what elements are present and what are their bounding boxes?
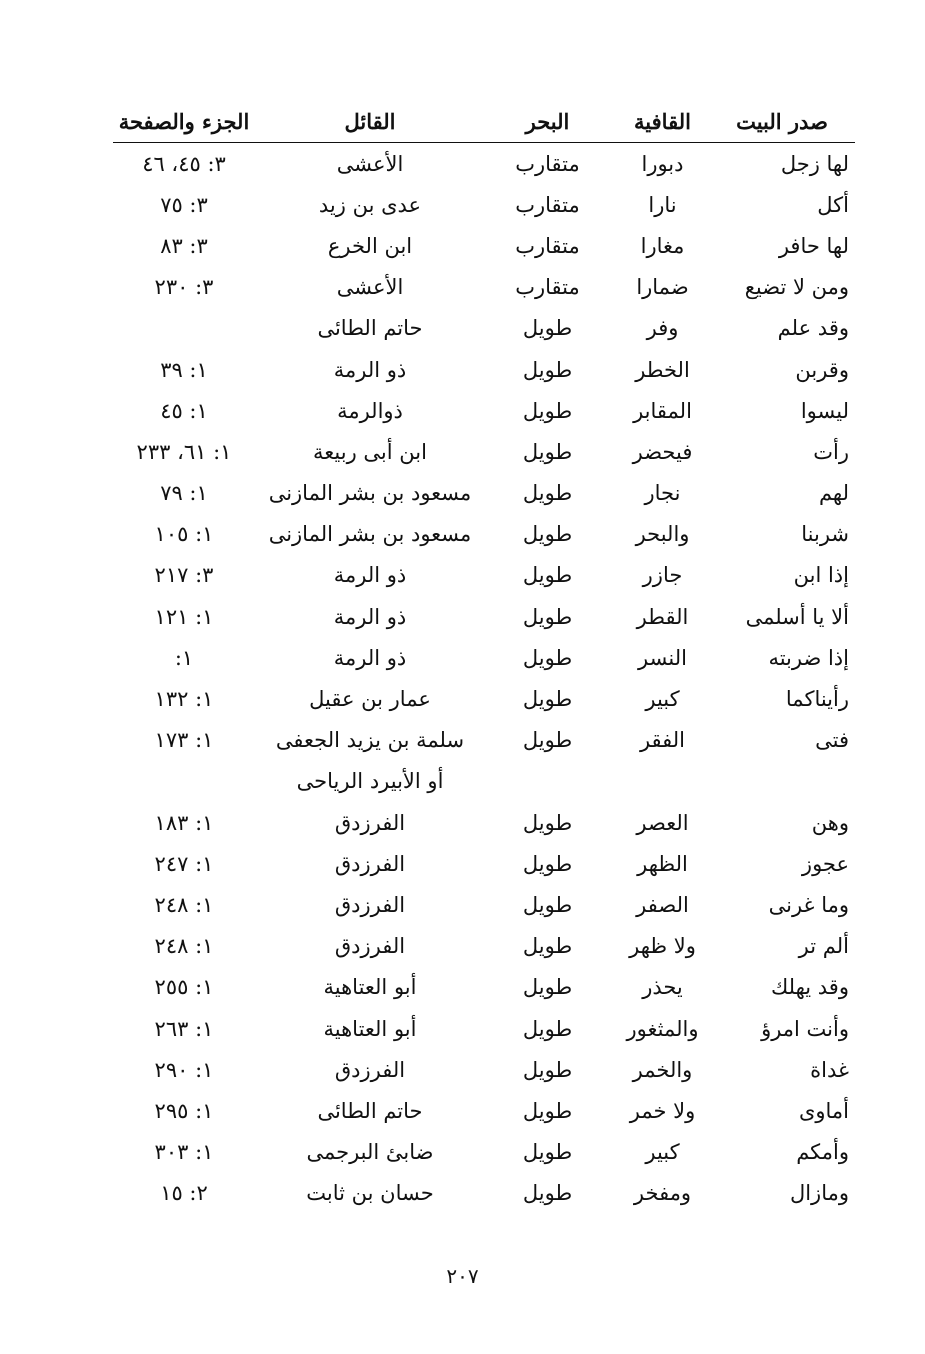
cell-verse-opening: وأمكم [796,1140,849,1165]
cell-poet: حسان بن ثابت [306,1181,434,1206]
cell-meter: طويل [522,1016,573,1041]
cell-volume-page: ١: ٢٥٥ [154,975,214,1000]
table-row [113,1049,855,1090]
cell-volume-page: ١: ٣٩ [160,357,208,382]
cell-poet: مسعود بن بشر المازنى [268,522,472,547]
cell-volume-page: ١: ١٧٣ [154,728,214,753]
cell-verse-opening: رأت [813,439,849,464]
cell-poet: أو الأبيرد الرياحى [296,769,444,794]
cell-verse-opening: وهن [811,810,849,835]
cell-meter: طويل [522,810,573,835]
cell-verse-opening: إذا ابن [793,563,849,588]
cell-poet: الفرزدق [334,892,406,917]
table-body [113,143,855,1214]
cell-verse-opening: لهم [818,481,849,506]
cell-verse-opening: ليسوا [800,398,849,423]
cell-meter: طويل [522,1098,573,1123]
cell-poet: ضابئ البرجمى [306,1140,434,1165]
table-row [113,596,855,637]
header-verse-opening: صدر البيت [715,100,855,143]
header-meter: البحر [485,100,610,143]
cell-poet: حاتم الطائى [317,316,423,341]
cell-verse-opening: عجوز [801,851,849,876]
table-row [113,678,855,719]
cell-poet: مسعود بن بشر المازنى [268,481,472,506]
cell-verse-opening: وقد علم [777,316,849,341]
cell-meter: طويل [522,892,573,917]
cell-rhyme: والبحر [635,522,690,547]
table-row [113,1008,855,1049]
table-row [113,390,855,431]
table-row [113,555,855,596]
cell-poet: الفرزدق [334,934,406,959]
cell-verse-opening: وقد يهلك [770,975,849,1000]
cell-poet: الأعشى [336,275,404,300]
table-row [113,720,855,761]
cell-rhyme: ولا ظهر [629,934,696,959]
table-row [113,637,855,678]
cell-meter: طويل [522,563,573,588]
cell-volume-page: ١: ١٠٥ [154,522,214,547]
cell-rhyme [610,761,715,802]
cell-verse-opening: وما غرنى [768,892,849,917]
cell-rhyme: الظهر [637,851,688,876]
cell-volume-page: ١: ٢٩٥ [154,1098,214,1123]
cell-volume-page: ١: ١٣٢ [154,687,214,712]
table-row [113,514,855,555]
table-row [113,1090,855,1131]
verse-index-table-wrapper [113,100,855,1214]
cell-verse-opening [715,761,855,802]
cell-poet: حاتم الطائى [317,1098,423,1123]
cell-poet: ذو الرمة [333,604,407,629]
page-number: ٢٠٧ [446,1264,479,1288]
cell-volume-page: ٣: ٤٥، ٤٦ [142,151,226,176]
cell-volume-page: ٣: ٢٣٠ [154,275,214,300]
cell-meter [485,761,610,802]
cell-poet: سلمة بن يزيد الجعفى [275,728,465,753]
cell-poet: أبو العتاهية [323,1016,417,1041]
cell-rhyme: ضمارا [636,275,689,300]
cell-verse-opening: لها زجل [780,151,849,176]
cell-volume-page: ١: ٣٠٣ [154,1140,214,1165]
cell-meter: طويل [522,316,573,341]
cell-volume-page: ٢: ١٥ [160,1181,208,1206]
cell-poet: ذوالرمة [337,398,403,423]
table-row [113,308,855,349]
cell-verse-opening: ومازال [789,1181,849,1206]
cell-meter: طويل [522,975,573,1000]
cell-rhyme: نارا [648,192,677,217]
cell-meter: طويل [522,934,573,959]
cell-rhyme: يحذر [642,975,683,1000]
table-row [113,761,855,802]
table-row [113,802,855,843]
cell-poet: الفرزدق [334,810,406,835]
cell-rhyme: النسر [638,645,687,670]
cell-verse-opening: لها حافر [778,233,849,258]
table-row [113,926,855,967]
cell-rhyme: جازر [642,563,683,588]
table-row [113,967,855,1008]
cell-rhyme: وفر [646,316,679,341]
table-row [113,473,855,514]
cell-volume-page: ١: ٢٤٨ [154,892,214,917]
cell-meter: متقارب [515,192,580,217]
cell-volume-page: ١: ٦١، ٢٣٣ [136,439,232,464]
cell-rhyme: العصر [636,810,689,835]
cell-meter: طويل [522,357,573,382]
verse-index-table [113,100,855,1214]
header-rhyme: القافية [610,100,715,143]
table-row [113,349,855,390]
cell-volume-page: ١: ١٢١ [154,604,214,629]
cell-volume-page: ١: ٢٦٣ [154,1016,214,1041]
cell-rhyme: المقابر [633,398,692,423]
cell-volume-page: ١: [174,645,194,670]
cell-meter: طويل [522,481,573,506]
cell-poet: أبو العتاهية [323,975,417,1000]
cell-verse-opening: أكل [817,192,849,217]
cell-poet: الفرزدق [334,1057,406,1082]
cell-poet: عمار بن عقيل [309,687,431,712]
cell-poet: الأعشى [336,151,404,176]
cell-poet: ذو الرمة [333,563,407,588]
cell-meter: طويل [522,604,573,629]
cell-rhyme: نجار [644,481,681,506]
cell-rhyme: الصفر [636,892,689,917]
table-row [113,884,855,925]
cell-verse-opening: وأنت امرؤ [761,1016,849,1041]
table-row [113,1132,855,1173]
cell-meter: طويل [522,851,573,876]
table-row [113,843,855,884]
cell-rhyme: مغارا [640,233,685,258]
cell-meter: طويل [522,439,573,464]
cell-volume-page: ٣: ٧٥ [160,192,208,217]
cell-meter: طويل [522,1057,573,1082]
cell-meter: طويل [522,728,573,753]
cell-meter: طويل [522,1140,573,1165]
cell-rhyme: دبورا [641,151,684,176]
cell-meter: طويل [522,522,573,547]
cell-volume-page: ١: ٢٩٠ [154,1057,214,1082]
cell-rhyme: الفقر [639,728,686,753]
cell-volume-page: ١: ٢٤٧ [154,851,214,876]
cell-verse-opening: رأيناكما [785,687,849,712]
cell-verse-opening: شربنا [801,522,849,547]
table-header-row [113,100,855,143]
cell-volume-page [113,308,255,349]
cell-verse-opening: فتى [815,728,849,753]
cell-verse-opening: ومن لا تضيع [744,275,849,300]
header-volume-page: الجزء والصفحة [113,100,255,143]
table-row [113,431,855,472]
cell-meter: طويل [522,398,573,423]
cell-rhyme: والمثغور [626,1016,699,1041]
cell-meter: طويل [522,645,573,670]
cell-volume-page [113,761,255,802]
cell-rhyme: فيحضر [632,439,693,464]
cell-volume-page: ٣: ٨٣ [160,233,208,258]
header-poet: القائل [255,100,485,143]
cell-volume-page: ١: ٢٤٨ [154,934,214,959]
cell-rhyme: ولا خمر [629,1098,696,1123]
cell-poet: الفرزدق [334,851,406,876]
cell-poet: ابن الخرع [327,233,413,258]
cell-volume-page: ٣: ٢١٧ [154,563,214,588]
cell-verse-opening: وقربن [795,357,849,382]
table-row [113,184,855,225]
cell-verse-opening: غداة [810,1057,849,1082]
cell-rhyme: ومفخر [633,1181,692,1206]
table-row [113,225,855,266]
cell-meter: متقارب [515,233,580,258]
cell-volume-page: ١: ٤٥ [160,398,208,423]
cell-meter: متقارب [515,151,580,176]
cell-rhyme: كبير [645,687,680,712]
cell-rhyme: الخطر [635,357,690,382]
cell-poet: ابن أبى ربيعة [313,439,427,464]
cell-poet: ذو الرمة [333,357,407,382]
table-row [113,267,855,308]
cell-meter: طويل [522,687,573,712]
cell-poet: عدى بن زيد [318,192,422,217]
table-row [113,1173,855,1214]
cell-volume-page: ١: ١٨٣ [154,810,214,835]
cell-verse-opening: أماوى [798,1098,849,1123]
cell-meter: متقارب [515,275,580,300]
cell-volume-page: ١: ٧٩ [160,481,208,506]
cell-verse-opening: ألا يا أسلمى [745,604,849,629]
cell-rhyme: كبير [645,1140,680,1165]
table-row [113,143,855,185]
cell-meter: طويل [522,1181,573,1206]
cell-poet: ذو الرمة [333,645,407,670]
cell-rhyme: القطر [636,604,689,629]
cell-rhyme: والخمر [632,1057,693,1082]
cell-verse-opening: إذا ضربته [768,645,849,670]
cell-verse-opening: ألم تر [798,934,849,959]
